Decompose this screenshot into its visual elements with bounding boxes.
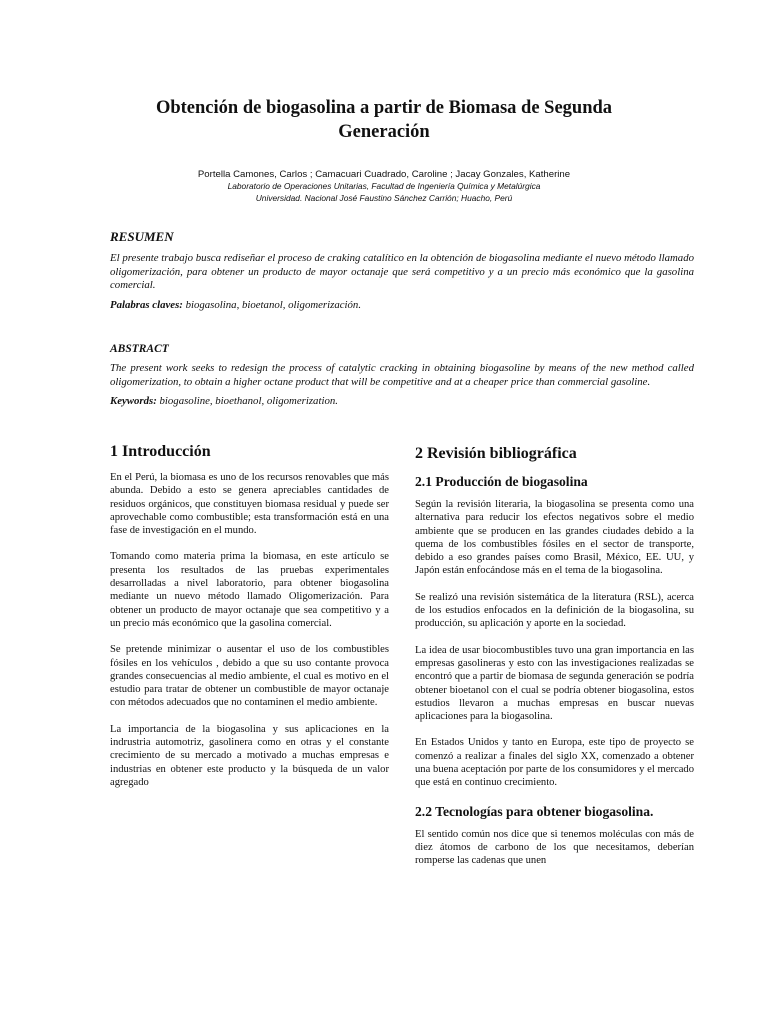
paragraph: Tomando como materia prima la biomasa, en este artículo se presenta los resultados de las pruebas experimentales desarrolladas a nivel laboratorio, para obtener biogasolina mediante un nuevo método llamado Oligomerización. Para obtener un producto de mayor octanaje que sea competitivo y a un precio más económico que la gasolina comercial. (110, 551, 389, 629)
paper-title (110, 96, 658, 144)
left-column (110, 442, 389, 802)
abstract-keywords-value: biogasoline, bioethanol, oligomerization. (156, 395, 338, 407)
subsection-heading-produccion: 2.1 Producción de biogasolina (415, 474, 588, 489)
resumen-keywords-value: biogasolina, bioetanol, oligomerización. (182, 298, 362, 311)
affiliation-line-1: Laboratorio de Operaciones Unitarias, Facultad de Ingeniería Química y Metalúrgica (227, 181, 541, 191)
resumen-keywords-label: Palabras claves: (110, 298, 183, 311)
abstract-keywords (110, 395, 694, 409)
authors: Portella Camones, Carlos ; Camacuari Cuadrado, Caroline ; Jacay Gonzales, Katherine (197, 169, 571, 180)
paragraph: El sentido común nos dice que si tenemos moléculas con más de diez átomos de carbono de los que necesitamos, deberían romperse las cadenas que unen (415, 828, 694, 867)
right-column (415, 442, 694, 881)
section-heading-introduccion: 1 Introducción (110, 443, 211, 460)
abstract-text: The present work seeks to redesign the process of catalytic cracking in obtaining biogasoline by means of the new method called oligomerization, to obtain a higher octane product that will be competitive and at a cheaper price than commercial gasoline. (110, 362, 694, 388)
paragraph: Según la revisión literaria, la biogasolina se presenta como una alternativa para reducir los efectos negativos sobre el medio ambiente que se producen en las grandes ciudades debido a la quema de los combustibles fósiles en el sector de transporte, debido a eso grandes países como Brasil, México, EE. UU, y Japón están enfocándose más en el tema de la biogasolina. (415, 499, 694, 577)
title-line-2: Generación (338, 122, 430, 142)
resumen-heading: RESUMEN (110, 229, 174, 244)
paragraph: Se pretende minimizar o ausentar el uso de los combustibles fósiles en los vehículos , debido a que su uso contante provoca grandes consecuencias al medio ambiente, el cual es motivo en el estudio para tratar de obtener un combustible de mayor octanaje con métodos adecuados que no contaminen el medio ambiente. (110, 644, 389, 709)
paragraph: En Estados Unidos y tanto en Europa, este tipo de proyecto se comenzó a realizar a finales del siglo XX, comenzado a obtener una buena aceptación por parte de los consumidores y el mercado que está en continuo crecimiento. (415, 737, 694, 789)
paragraph: En el Perú, la biomasa es uno de los recursos renovables que más abunda. Debido a esto se genera apreciables cantidades de residuos orgánicos, que constituyen biomasa residual y puede ser aprovechable como combustible; esta transformación está en una fase de investigación en el mundo. (110, 472, 389, 537)
section-heading-revision: 2 Revisión bibliográfica (415, 445, 577, 462)
resumen-keywords (110, 299, 694, 313)
subsection-heading-tecnologias: 2.2 Tecnologías para obtener biogasolina. (415, 803, 654, 819)
resumen-text: El presente trabajo busca rediseñar el proceso de craking catalítico en la obtención de biogasolina mediante el nuevo método llamado oligomerización, para obtener un producto de mayor octanaje que será competitivo y a un precio más económico que la gasolina comercial. (110, 252, 694, 291)
resumen-section (110, 229, 694, 312)
abstract-keywords-label: Keywords: (110, 395, 157, 407)
affiliation-line-2: Universidad. Nacional José Faustino Sánchez Carrión; Huacho, Perú (255, 193, 513, 203)
paragraph: La importancia de la biogasolina y sus aplicaciones en la indrustria automotriz, gasolinera como en otras y el constante crecimiento de su mercado a motivado a muchas empresas e industrias en obtener este producto y la búsqueda de un valor agregado (110, 723, 389, 788)
paragraph: La idea de usar biocombustibles tuvo una gran importancia en las empresas gasolineras y esto con las investigaciones realizadas se encontró que a partir de biomasa de segunda generación se podría obtener bioetanol con el cual se podría obtener biogasolina, estos estudios llevaron a muchas empresas en buscar nuevas aplicaciones para la biogasolina. (415, 644, 694, 723)
abstract-heading: ABSTRACT (110, 343, 169, 355)
abstract-section (110, 343, 694, 409)
title-line-1: Obtención de biogasolina a partir de Biomasa de Segunda (155, 98, 613, 118)
paragraph: Se realizó una revisión sistemática de la literatura (RSL), acerca de los estudios enfocados en la definición de la biogasolina, su producción, su aplicación y aporte en la sociedad. (415, 591, 694, 630)
